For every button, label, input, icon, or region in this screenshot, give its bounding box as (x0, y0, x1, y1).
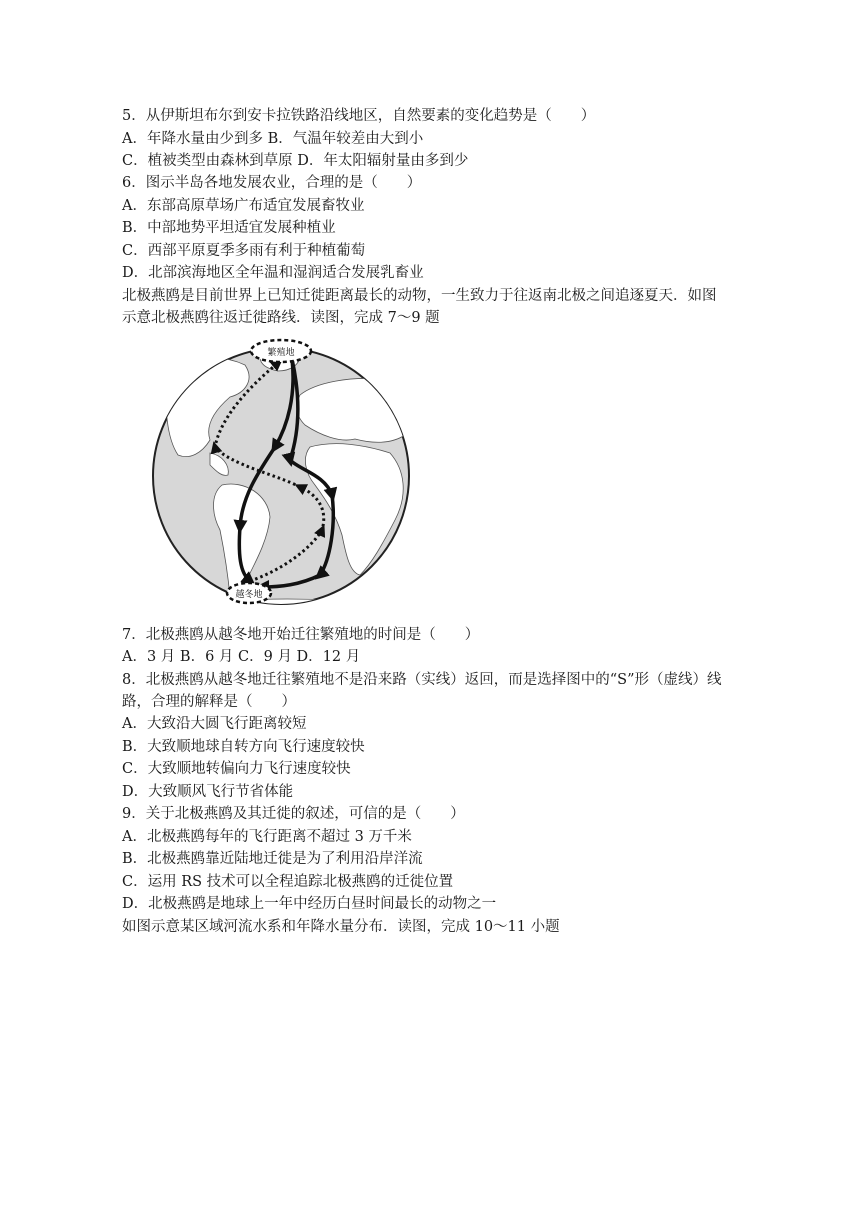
passage-tern-line-1: 北极燕鸥是目前世界上已知迁徙距离最长的动物，一生致力于往返南北极之间追逐夏天．如图 (122, 288, 717, 304)
question-8-stem-line-2: 路，合理的解释是（ ） (122, 694, 296, 710)
passage-tern-line-2: 示意北极燕鸥往返迁徙路线．读图，完成 7～9 题 (122, 310, 440, 326)
question-7-options: A．3 月 B．6 月 C．9 月 D．12 月 (122, 649, 361, 665)
question-6-option-d: D．北部滨海地区全年温和湿润适合发展乳畜业 (122, 265, 424, 281)
question-9-option-c: C．运用 RS 技术可以全程追踪北极燕鸥的迁徙位置 (122, 874, 454, 890)
question-9-option-d: D．北极燕鸥是地球上一年中经历白昼时间最长的动物之一 (122, 896, 497, 912)
wintering-area-label: 越冬地 (235, 590, 263, 600)
breeding-area-label: 繁殖地 (267, 348, 295, 358)
question-9-option-a: A．北极燕鸥每年的飞行距离不超过 3 万千米 (122, 829, 412, 845)
question-5-options-ab: A．年降水量由少到多 B．气温年较差由大到小 (122, 131, 424, 147)
question-5-stem: 5．从伊斯坦布尔到安卡拉铁路沿线地区，自然要素的变化趋势是（ ） (122, 108, 596, 124)
globe-map-svg (150, 335, 412, 617)
question-8-option-a: A．大致沿大圆飞行距离较短 (122, 716, 307, 732)
question-6-option-c: C．西部平原夏季多雨有利于种植葡萄 (122, 243, 366, 259)
question-5-options-cd: C．植被类型由森林到草原 D．年太阳辐射量由多到少 (122, 153, 469, 169)
question-6-option-a: A．东部高原草场广布适宜发展畜牧业 (122, 198, 365, 214)
question-8-stem-line-1: 8．北极燕鸥从越冬地迁往繁殖地不是沿来路（实线）返回，而是选择图中的“S”形（虚线）线 (122, 672, 722, 688)
question-8-option-d: D．大致顺风飞行节省体能 (122, 784, 294, 800)
antarctica (150, 599, 412, 617)
tern-migration-map (150, 335, 412, 617)
question-9-option-b: B．北极燕鸥靠近陆地迁徙是为了利用沿岸洋流 (122, 851, 423, 867)
question-7-stem: 7．北极燕鸥从越冬地开始迁往繁殖地的时间是（ ） (122, 627, 480, 643)
question-8-option-b: B．大致顺地球自转方向飞行速度较快 (122, 739, 365, 755)
passage-river-intro: 如图示意某区域河流水系和年降水量分布．读图，完成 10～11 小题 (122, 919, 560, 935)
question-6-stem: 6．图示半岛各地发展农业，合理的是（ ） (122, 175, 422, 191)
question-6-option-b: B．中部地势平坦适宜发展种植业 (122, 220, 336, 236)
question-8-option-c: C．大致顺地转偏向力飞行速度较快 (122, 761, 351, 777)
question-9-stem: 9．关于北极燕鸥及其迁徙的叙述，可信的是（ ） (122, 806, 465, 822)
